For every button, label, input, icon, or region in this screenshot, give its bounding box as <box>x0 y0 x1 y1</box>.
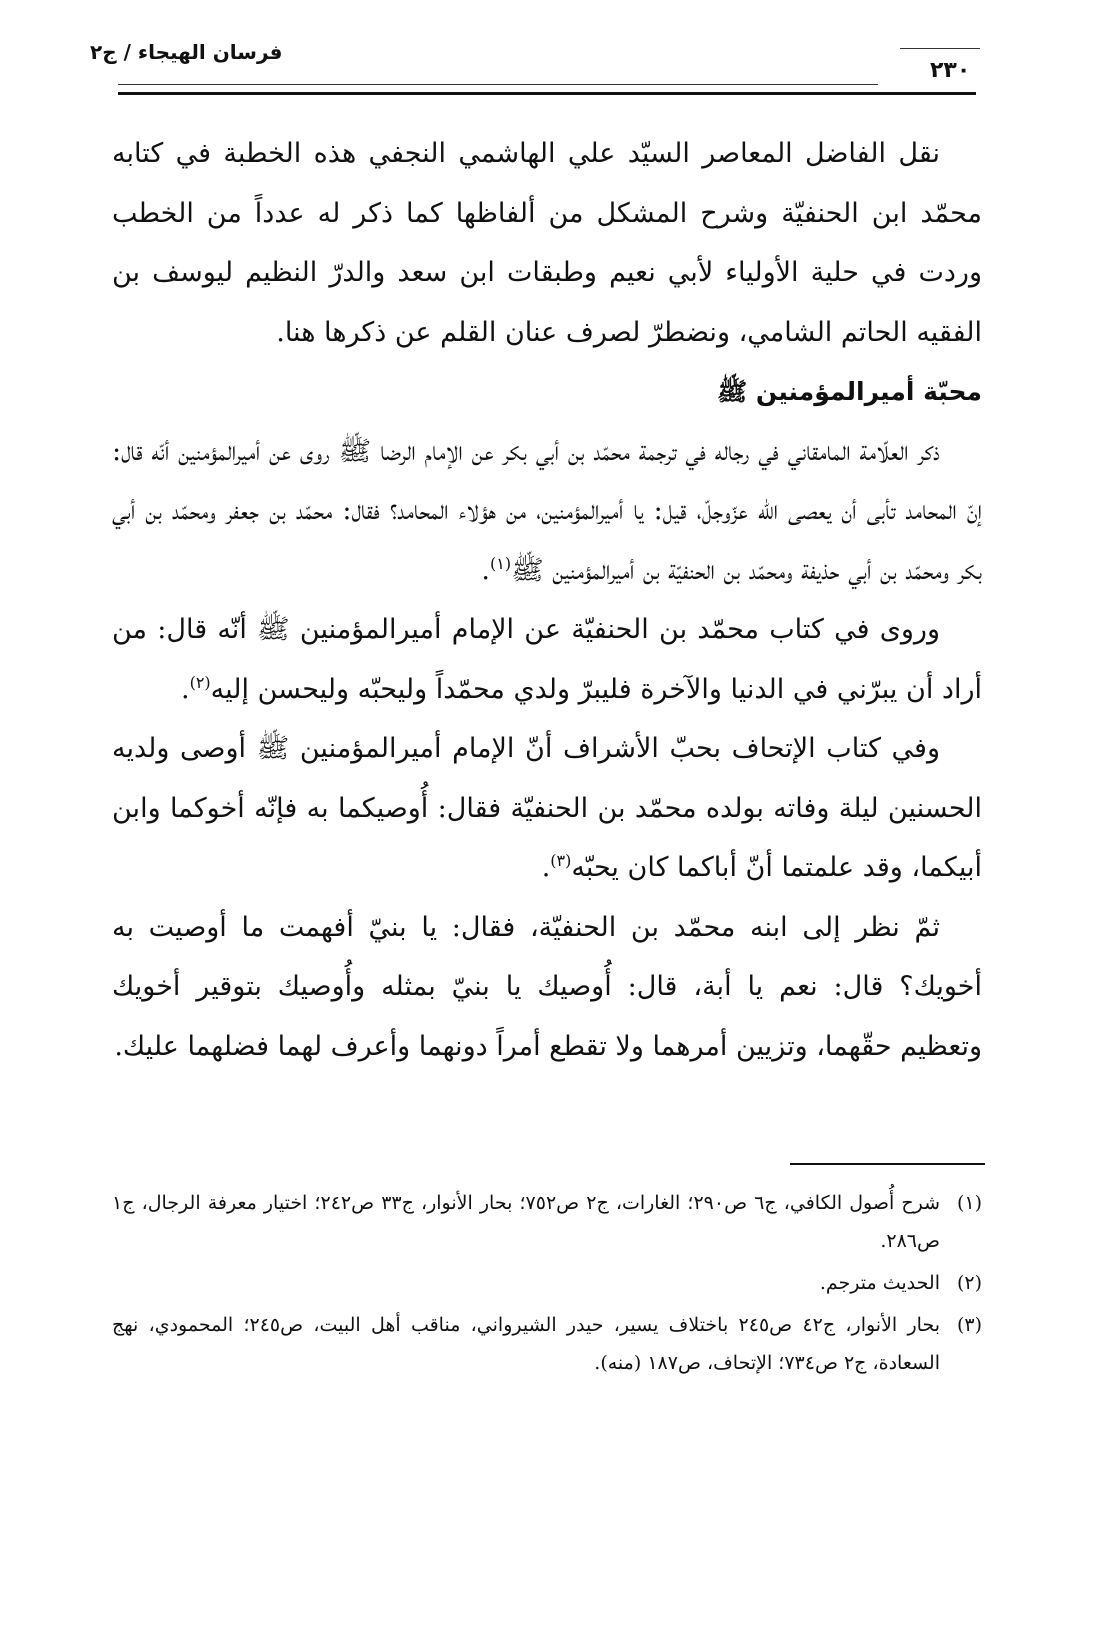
header-rule <box>118 92 976 95</box>
body-text <box>112 124 982 1076</box>
paragraph-1: نقل الفاضل المعاصر السيّد علي الهاشمي النجفي هذه الخطبة في كتابه محمّد ابن الحنفيّة وشرح المشكل من ألفاظها كما ذكر له عدداً من الخطب وردت في حلية الأولياء لأبي نعيم وطبقات ابن سعد والدرّ النظيم ليوسف بن الفقيه الحاتم الشامي، ونضطرّ لصرف عنان القلم عن ذكرها هنا. <box>112 138 982 348</box>
paragraph-2-text: ذكر العلّامة المامقاني في رجاله في ترجمة محمّد بن أبي بكر عن الإمام الرضا ﷺ روى عن أميرالمؤمنين أنّه قال: إنّ المحامد تأبى أن يعصى الله عزّوجلّ، قيل: يا أميرالمؤمنين، من هؤلاء المحامد؟ فقال: محمّد بن جعفر ومحمّد بن أبي بكر ومحمّد بن أبي حذيفة ومحمّد بن الحنفيّة بن أميرالمؤمنين ﷺ <box>112 435 982 586</box>
footnote-number: (١) <box>956 1192 982 1214</box>
footnote-number: (٣) <box>956 1314 982 1336</box>
footnote-ref-1[interactable]: (١) <box>490 553 512 573</box>
footnote-separator <box>790 1163 985 1165</box>
paragraph-4: وفي كتاب الإتحاف بحبّ الأشراف أنّ الإمام أميرالمؤمنين ﷺ أوصى ولديه الحسنين ليلة وفاته بولده محمّد بن الحنفيّة فقال: أُوصيكما به فإنّه أخوكما وابن أبيكما، وقد علمتما أنّ أباكما كان يحبّه$^{(٣)}$. <box>112 733 982 883</box>
header-thin-rule <box>118 84 878 85</box>
header-decor-line <box>900 48 980 49</box>
footnote-text: الحديث مترجم. <box>819 1272 940 1294</box>
section-title: محبّة أميرالمؤمنين ﷺ <box>716 377 982 406</box>
footnote-1 <box>112 1184 982 1260</box>
running-head-title: فرسان الهيجاء / ج٢ <box>90 40 283 64</box>
footnote-text: شرح أُصول الكافي، ج٦ ص٢٩٠؛ الغارات، ج٢ ص٧٥٢؛ بحار الأنوار، ج٣٣ ص٢٤٢؛ اختيار معرفة الرجال، ج١ ص٢٨٦. <box>112 1192 941 1252</box>
footnote-text: بحار الأنوار، ج٤٢ ص٢٤٥ باختلاف يسير، حيدر الشيرواني، مناقب أهل البيت، ص٢٤٥؛ المحمودي، نهج السعادة، ج٢ ص٧٣٤؛ الإتحاف، ص١٨٧ (منه). <box>112 1314 941 1374</box>
paragraph-3: وروى في كتاب محمّد بن الحنفيّة عن الإمام أميرالمؤمنين ﷺ أنّه قال: من أراد أن يبرّني في الدنيا والآخرة فليبرّ ولدي محمّداً وليحبّه وليحسن إليه$^{(٢)}$. <box>112 614 982 705</box>
footnote-2 <box>112 1264 982 1302</box>
paragraph-3-text: وروى في كتاب محمّد بن الحنفيّة عن الإمام أميرالمؤمنين ﷺ أنّه قال: من أراد أن يبرّني في الدنيا والآخرة فليبرّ ولدي محمّداً وليحبّه وليحسن إليه <box>112 614 982 705</box>
paragraph-2: ذكر العلّامة المامقاني في رجاله في ترجمة محمّد بن أبي بكر عن الإمام الرضا ﷺ روى عن أميرالمؤمنين أنّه قال: إنّ المحامد تأبى أن يعصى الله عزّوجلّ، قيل: يا أميرالمؤمنين، من هؤلاء المحامد؟ فقال: محمّد بن جعفر ومحمّد بن أبي بكر ومحمّد بن أبي حذيفة ومحمّد بن الحنفيّة بن أميرالمؤمنين ﷺ$^{(١)}$. <box>112 435 982 586</box>
footnote-3 <box>112 1306 982 1382</box>
footnote-number: (٢) <box>956 1272 982 1294</box>
page-number: ٢٣٠ <box>930 58 971 83</box>
footnote-ref-3[interactable]: (٣) <box>550 851 572 870</box>
footnote-ref-2[interactable]: (٢) <box>189 672 211 692</box>
paragraph-4-text: وفي كتاب الإتحاف بحبّ الأشراف أنّ الإمام أميرالمؤمنين ﷺ أوصى ولديه الحسنين ليلة وفاته بولده محمّد بن الحنفيّة فقال: أُوصيكما به فإنّه أخوكما وابن أبيكما، وقد علمتما أنّ أباكما كان يحبّه <box>112 733 982 883</box>
paragraph-5: ثمّ نظر إلى ابنه محمّد بن الحنفيّة، فقال: يا بنيّ أفهمت ما أوصيت به أخويك؟ قال: نعم يا أبة، قال: أُوصيك يا بنيّ بمثله وأُوصيك بتوقير أخويك وتعظيم حقّهما، وتزيين أمرهما ولا تقطع أمراً دونهما وأعرف لهما فضلهما عليك. <box>112 911 982 1062</box>
footnotes <box>112 1184 982 1386</box>
